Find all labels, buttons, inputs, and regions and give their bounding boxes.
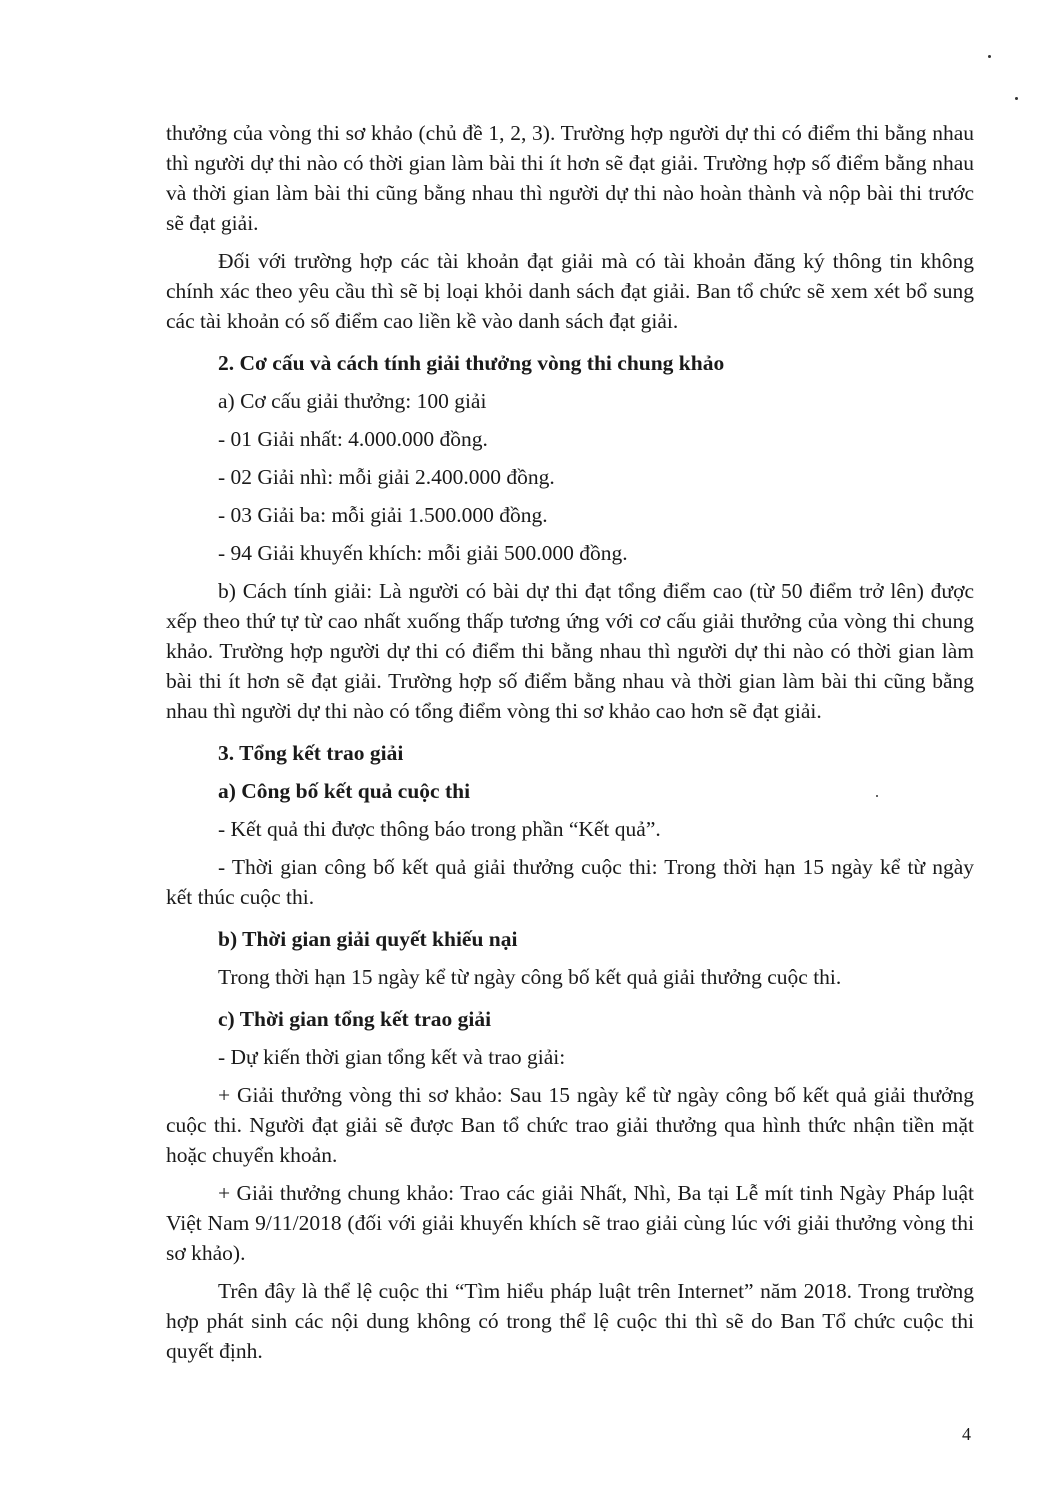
scan-speck (1015, 97, 1018, 100)
subheading-complaints: b) Thời gian giải quyết khiếu nại (218, 927, 518, 951)
section-heading-final-round-prizes: 2. Cơ cấu và cách tính giải thưởng vòng thi chung khảo (218, 351, 725, 375)
paragraph-results-timing: - Thời gian công bố kết quả giải thưởng cuộc thi: Trong thời hạn 15 ngày kể từ ngày kết thúc cuộc thi. (166, 855, 974, 909)
prize-item-encouragement: - 94 Giải khuyến khích: mỗi giải 500.000 đồng. (218, 541, 628, 565)
subheading-award-ceremony: c) Thời gian tổng kết trao giải (218, 1007, 492, 1031)
paragraph-results-location: - Kết quả thi được thông báo trong phần “Kết quả”. (218, 817, 661, 841)
prize-item-second: - 02 Giải nhì: mỗi giải 2.400.000 đồng. (218, 465, 555, 489)
scan-speck (988, 55, 991, 58)
prize-item-third: - 03 Giải ba: mỗi giải 1.500.000 đồng. (218, 503, 548, 527)
subheading-results-announcement: a) Công bố kết quả cuộc thi (218, 779, 471, 803)
prize-structure-title: a) Cơ cấu giải thưởng: 100 giải (218, 389, 487, 413)
document-body (166, 118, 974, 1366)
paragraph-final-awards: + Giải thưởng chung khảo: Trao các giải Nhất, Nhì, Ba tại Lễ mít tinh Ngày Pháp luật Việt Nam 9/11/2018 (đối với giải khuyến khích sẽ trao giải cùng lúc với giải thưởng vòng thi sơ khảo). (166, 1181, 974, 1265)
paragraph-complaints-timing: Trong thời hạn 15 ngày kể từ ngày công bố kết quả giải thưởng cuộc thi. (218, 965, 842, 989)
paragraph-closing: Trên đây là thể lệ cuộc thi “Tìm hiểu pháp luật trên Internet” năm 2018. Trong trường hợp phát sinh các nội dung không có trong thể lệ cuộc thi thì sẽ do Ban Tổ chức cuộc thi quyết định. (166, 1279, 974, 1363)
page-number: 4 (962, 1424, 971, 1444)
paragraph-prize-calculation: b) Cách tính giải: Là người có bài dự thi đạt tổng điểm cao (từ 50 điểm trở lên) được xếp theo thứ tự từ cao nhất xuống thấp tương ứng với cơ cấu giải thưởng của vòng thi chung khảo. Trường hợp người dự thi có điểm thi bằng nhau thì người dự thi nào có thời gian làm bài thi ít hơn sẽ đạt giải. Trường hợp số điểm bằng nhau và thời gian làm bài thi cũng bằng nhau thì người dự thi nào có tổng điểm vòng thi sơ khảo cao hơn sẽ đạt giải. (166, 579, 974, 723)
paragraph-preliminary-awards: + Giải thưởng vòng thi sơ khảo: Sau 15 ngày kể từ ngày công bố kết quả giải thưởng cuộc thi. Người đạt giải sẽ được Ban tổ chức trao giải thưởng qua hình thức nhận tiền mặt hoặc chuyển khoản. (166, 1083, 974, 1167)
section-heading-award-summary: 3. Tổng kết trao giải (218, 741, 404, 765)
paragraph-invalid-accounts: Đối với trường hợp các tài khoản đạt giải mà có tài khoản đăng ký thông tin không chính xác theo yêu cầu thì sẽ bị loại khỏi danh sách đạt giải. Ban tổ chức sẽ xem xét bổ sung các tài khoản có số điểm cao liền kề vào danh sách đạt giải. (166, 249, 974, 333)
paragraph-ceremony-intro: - Dự kiến thời gian tổng kết và trao giải: (218, 1045, 566, 1069)
paragraph-award-rules-continued: thưởng của vòng thi sơ khảo (chủ đề 1, 2, 3). Trường hợp người dự thi có điểm thi bằng nhau thì người dự thi nào có thời gian làm bài thi ít hơn sẽ đạt giải. Trường hợp số điểm bằng nhau và thời gian làm bài thi cũng bằng nhau thì người dự thi nào hoàn thành và nộp bài thi trước sẽ đạt giải. (166, 121, 974, 235)
prize-item-first: - 01 Giải nhất: 4.000.000 đồng. (218, 427, 488, 451)
